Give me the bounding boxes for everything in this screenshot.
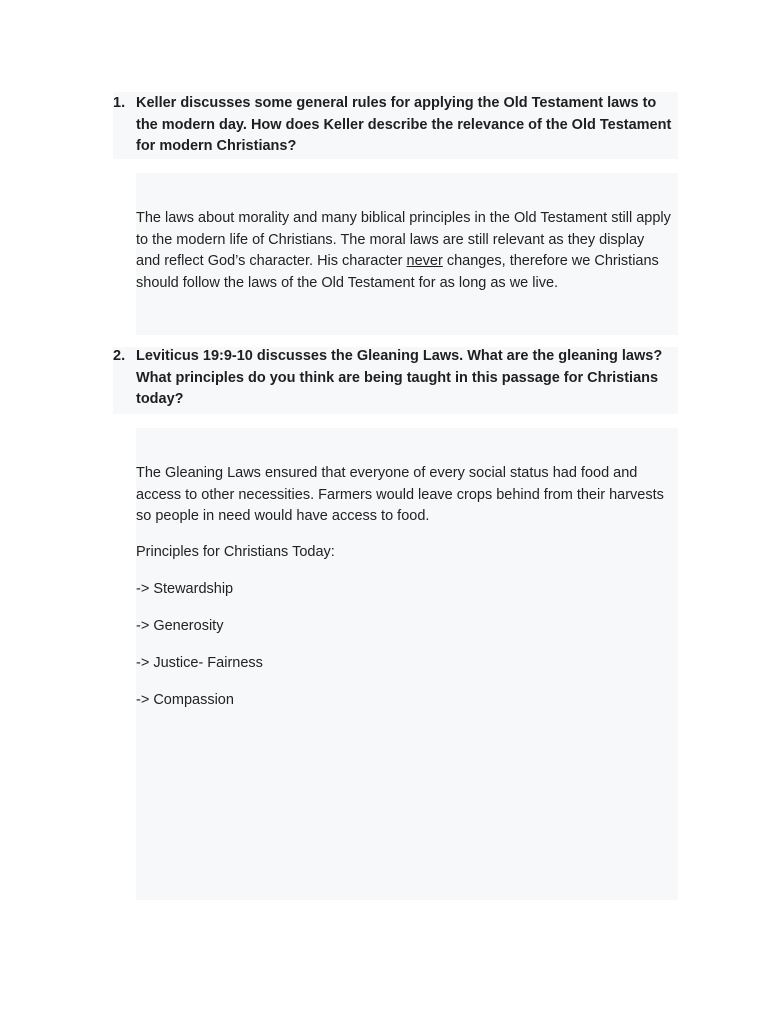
answer-2 <box>136 428 678 900</box>
question-number: 2. <box>113 348 126 364</box>
answer-text-part1: The laws about morality and many biblical principles in the Old Testament still apply to the modern life of Christians. The moral laws are still relevant as they display and reflect God’s character. His character <box>136 210 671 269</box>
principle-item: -> Justice- Fairness <box>136 655 263 671</box>
answer-paragraph <box>136 208 671 294</box>
question-2 <box>113 347 678 414</box>
answer-paragraph: The Gleaning Laws ensured that everyone of every social status had food and access to other necessities. Farmers would leave crops behind from their harvests so people in need would have access to food. <box>136 465 664 524</box>
principle-item: -> Generosity <box>136 618 224 634</box>
principles-heading: Principles for Christians Today: <box>136 544 335 560</box>
principle-item: -> Stewardship <box>136 581 234 597</box>
answer-underlined-word: never <box>406 253 443 269</box>
question-text: Leviticus 19:9-10 discusses the Gleaning Laws. What are the gleaning laws? What principles do you think are being taught in this passage for Christians today? <box>136 348 663 407</box>
principle-item: -> Compassion <box>136 692 234 708</box>
answer-1 <box>136 173 678 335</box>
answer-text-part2: changes, therefore we Christians should follow the laws of the Old Testament for as long as we live. <box>136 253 659 291</box>
question-text: Keller discusses some general rules for applying the Old Testament laws to the modern day. How does Keller describe the relevance of the Old Testament for modern Christians? <box>136 95 672 154</box>
question-number: 1. <box>113 95 126 111</box>
question-1 <box>113 92 678 159</box>
